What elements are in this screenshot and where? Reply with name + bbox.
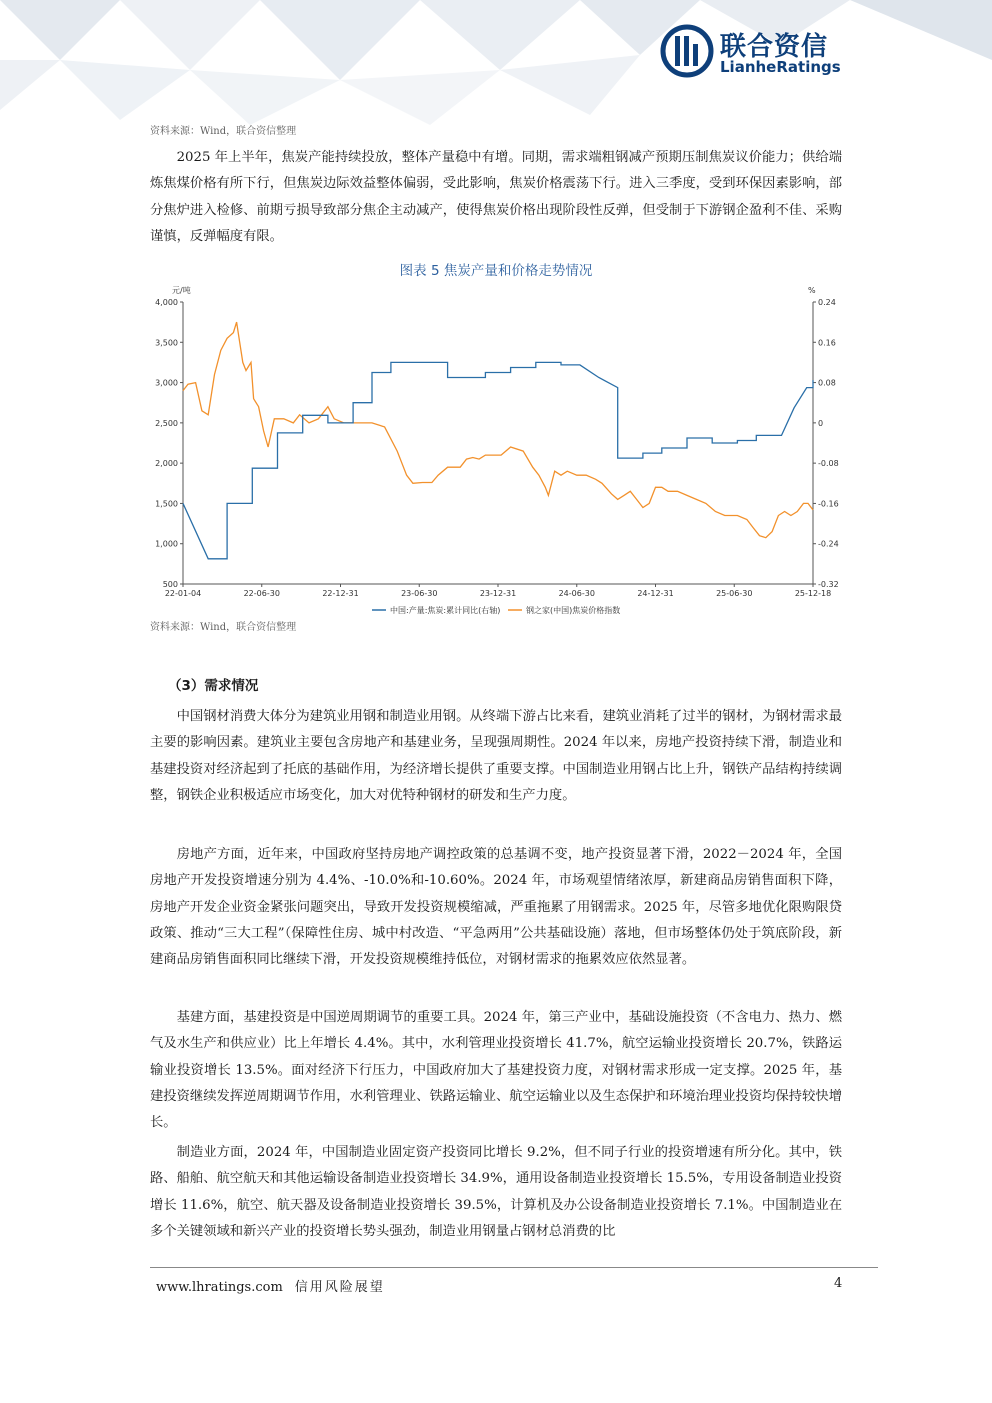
- left-tick-label: 2,500: [155, 418, 178, 428]
- source-note-top: 资料来源：Wind，联合资信整理: [150, 126, 297, 137]
- legend-label-price: 钢之家(中国)焦炭价格指数: [526, 606, 621, 615]
- logo-chinese-name: 联合资信: [720, 32, 829, 62]
- right-tick-label: -0.16: [818, 499, 839, 509]
- paragraph-manufacturing: 制造业方面，2024 年，中国制造业固定资产投资同比增长 9.2%，但不同子行业的投资增速有所分化。其中，铁路、船舶、航空航天和其他运输设备制造业投资增长 34.9%，通用设备制造业投资增长 15.5%，专用设备制造业投资增长 11.6%，航空、航天器及设备制造业投资增长 39.5%，计算机及办公设备制造业投资增长 7.1%。中国制造业在多个关键领域和新兴产业的投资增长势头强劲，制造业用钢量占钢材总消费的比: [150, 1145, 842, 1239]
- left-tick-label: 500: [162, 580, 178, 589]
- x-tick-label: 22-06-30: [243, 589, 280, 598]
- left-axis-unit: 元/吨: [172, 286, 191, 295]
- left-tick-label: 3,000: [155, 378, 178, 388]
- right-tick-label: -0.08: [818, 459, 839, 469]
- left-tick-label: 4,000: [155, 298, 178, 307]
- right-tick-label: -0.32: [818, 580, 839, 589]
- right-tick-label: 0.16: [818, 338, 836, 348]
- left-tick-label: 1,000: [155, 539, 178, 549]
- x-tick-label: 22-01-04: [164, 589, 202, 598]
- section-heading: （3）需求情况: [168, 678, 259, 694]
- left-tick-label: 3,500: [155, 338, 178, 348]
- lianhe-logo-icon: [660, 24, 714, 78]
- right-axis-unit: %: [808, 286, 816, 295]
- series-line-coke-price-index: [183, 322, 813, 538]
- footer-title: 信用风险展望: [294, 1280, 385, 1295]
- right-tick-label: -0.24: [818, 539, 839, 549]
- page-number: 4: [834, 1276, 843, 1291]
- right-tick-label: 0.24: [818, 298, 836, 307]
- x-tick-label: 25-06-30: [716, 589, 753, 598]
- x-tick-label: 23-06-30: [401, 589, 438, 598]
- footer-url: www.lhratings.com: [156, 1280, 283, 1295]
- coke-chart: [150, 282, 842, 620]
- left-tick-label: 2,000: [155, 459, 178, 469]
- logo-english-name: LianheRatings: [720, 58, 841, 76]
- left-tick-label: 1,500: [155, 499, 178, 509]
- chart-caption: 图表 5 焦炭产量和价格走势情况: [399, 263, 593, 279]
- source-note-chart: 资料来源：Wind，联合资信整理: [150, 622, 297, 633]
- x-tick-label: 22-12-31: [322, 589, 359, 598]
- paragraph-coke: 2025 年上半年，焦炭产能持续投放，整体产量稳中有增。同期，需求端粗钢减产预期压制焦炭议价能力；供给端炼焦煤价格有所下行，但焦炭边际效益整体偏弱，受此影响，焦炭价格震荡下行。进入三季度，受到环保因素影响，部分焦炉进入检修、前期亏损导致部分焦企主动减产，使得焦炭价格出现阶段性反弹，但受制于下游钢企盈利不佳、采购谨慎，反弹幅度有限。: [150, 150, 842, 244]
- x-tick-label: 24-12-31: [637, 589, 674, 598]
- series-line-coke-output-yoy: [183, 362, 813, 558]
- right-tick-label: 0: [818, 418, 824, 428]
- footer-divider: [150, 1267, 878, 1268]
- paragraph-demand-overview: 中国钢材消费大体分为建筑业用钢和制造业用钢。从终端下游占比来看，建筑业消耗了过半的钢材，为钢材需求最主要的影响因素。建筑业主要包含房地产和基建业务，呈现强周期性。2024 年以来，房地产投资持续下滑，制造业和基建投资对经济起到了托底的基础作用，为经济增长提供了重要支撑。中国制造业用钢占比上升，钢铁产品结构持续调整，钢铁企业积极适应市场变化，加大对优特种钢材的研发和生产力度。: [150, 709, 842, 803]
- x-tick-label: 24-06-30: [558, 589, 595, 598]
- lianhe-logo: [660, 24, 850, 80]
- paragraph-real-estate: 房地产方面，近年来，中国政府坚持房地产调控政策的总基调不变，地产投资显著下滑，2022－2024 年，全国房地产开发投资增速分别为 4.4%、-10.0%和-10.60%。2024 年，市场观望情绪浓厚，新建商品房销售面积下降，房地产开发企业资金紧张问题突出，导致开发投资规模缩减，严重拖累了用钢需求。2025 年，尽管多地优化限购限贷政策、推动“三大工程”（保障性住房、城中村改造、“平急两用”公共基础设施）落地，但市场整体仍处于筑底阶段，新建商品房销售面积同比继续下滑，开发投资规模维持低位，对钢材需求的拖累效应依然显著。: [150, 847, 842, 968]
- footer-site: [156, 1276, 385, 1295]
- legend-label-output: 中国:产量:焦炭:累计同比(右轴): [390, 606, 501, 615]
- x-tick-label: 25-12-18: [794, 589, 832, 598]
- right-tick-label: 0.08: [818, 378, 836, 388]
- x-tick-label: 23-12-31: [479, 589, 517, 598]
- paragraph-infrastructure: 基建方面，基建投资是中国逆周期调节的重要工具。2024 年，第三产业中，基础设施投资（不含电力、热力、燃气及水生产和供应业）比上年增长 4.4%。其中，水利管理业投资增长 41.7%，航空运输业投资增长 20.7%，铁路运输业投资增长 13.5%。面对经济下行压力，中国政府加大了基建投资力度，对钢材需求形成一定支撑。2025 年，基建投资继续发挥逆周期调节作用，水利管理业、铁路运输业、航空运输业以及生态保护和环境治理业投资均保持较快增长。: [150, 1010, 842, 1131]
